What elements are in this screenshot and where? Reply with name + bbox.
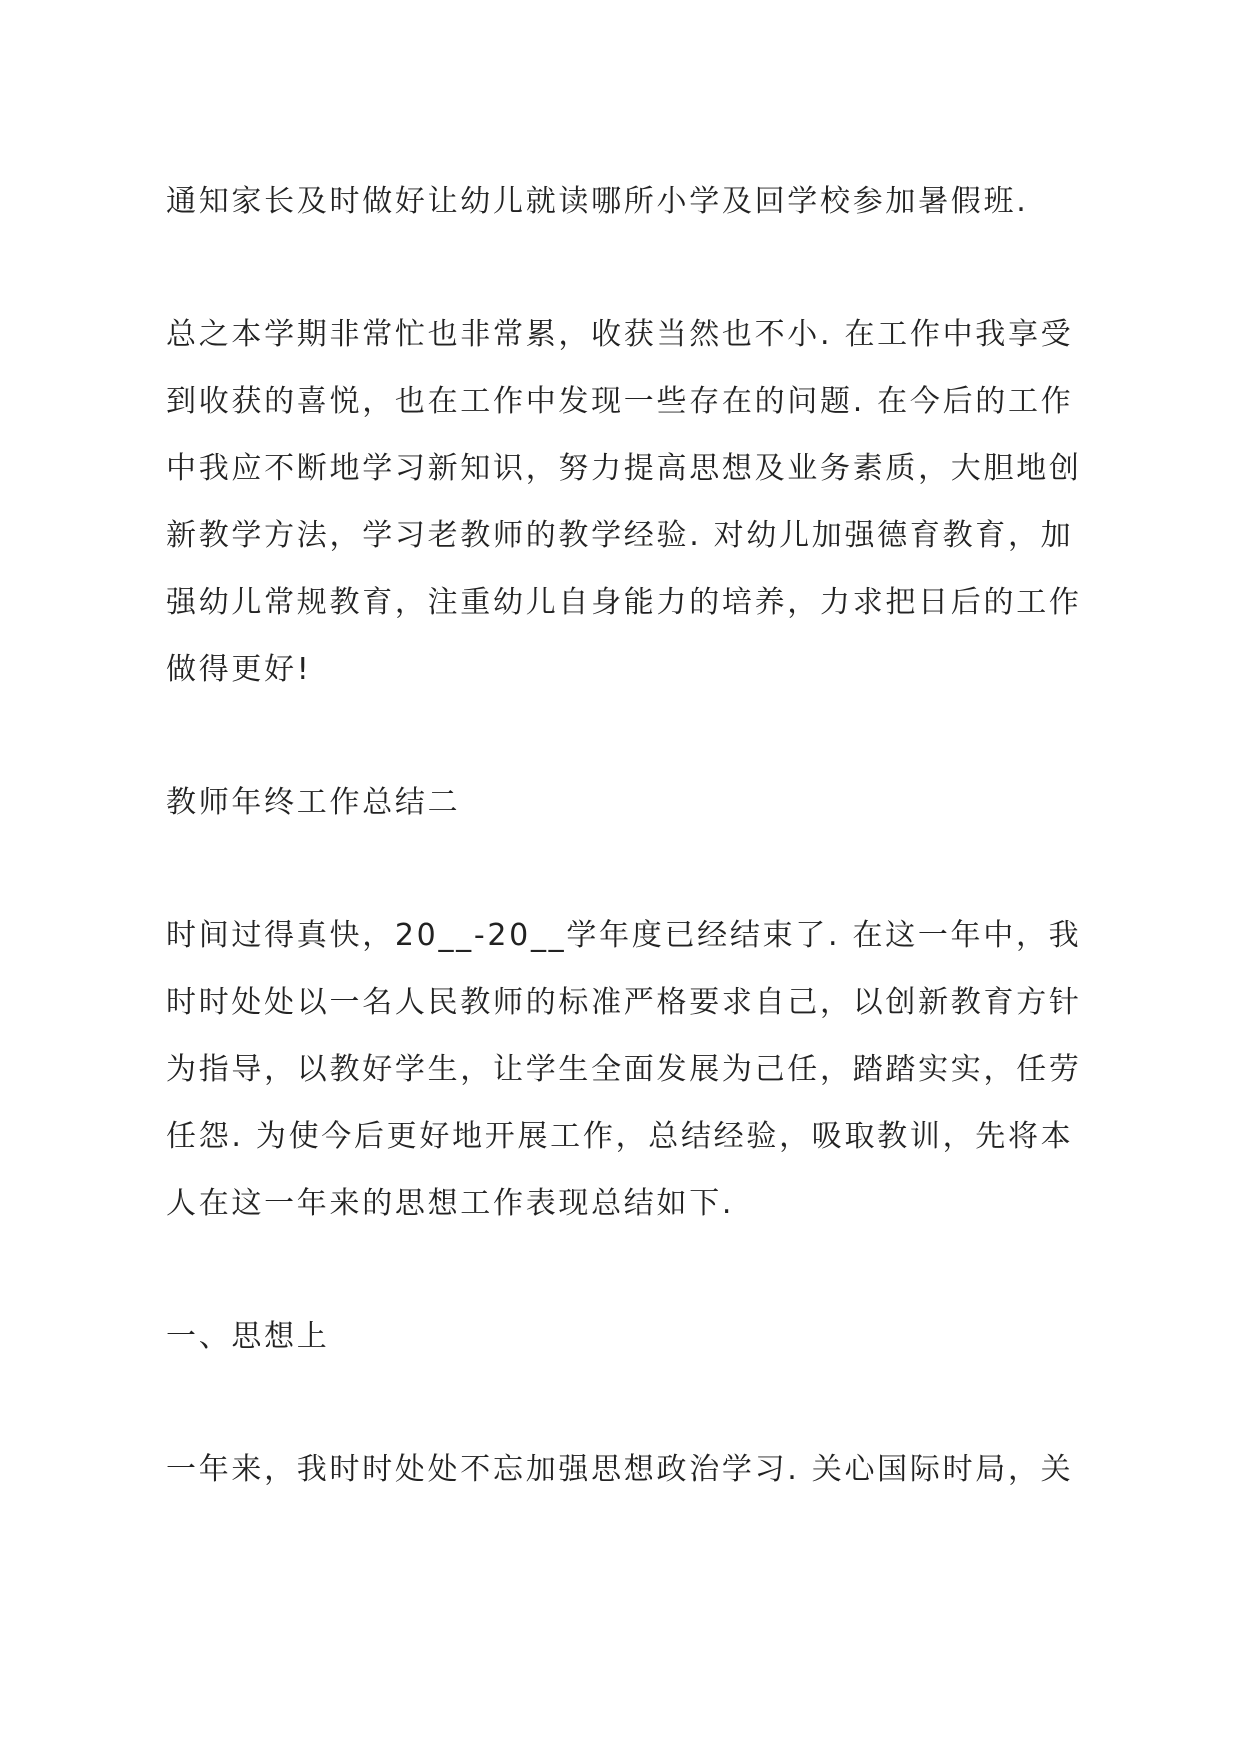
section-heading-summary-two bbox=[166, 769, 1096, 836]
text-line: 时间过得真快，20__-20__学年度已经结束了. 在这一年中，我 bbox=[166, 918, 1082, 953]
text-line: 新教学方法，学习老教师的教学经验. 对幼儿加强德育教育，加 bbox=[166, 518, 1074, 553]
heading-text: 一、思想上 bbox=[166, 1319, 330, 1354]
paragraph-gap bbox=[166, 1370, 1096, 1436]
paragraph-gap bbox=[166, 1237, 1096, 1303]
section-heading-ideology bbox=[166, 1303, 1096, 1370]
heading-text: 教师年终工作总结二 bbox=[166, 785, 461, 820]
paragraph-political-study bbox=[166, 1436, 1096, 1503]
text-line: 任怨. 为使今后更好地开展工作，总结经验，吸取教训，先将本 bbox=[166, 1119, 1074, 1154]
paragraph-semester-summary bbox=[166, 301, 1096, 703]
text-line: 为指导，以教好学生，让学生全面发展为己任，踏踏实实，任劳 bbox=[166, 1052, 1082, 1087]
paragraph-gap bbox=[166, 235, 1096, 301]
text-line: 通知家长及时做好让幼儿就读哪所小学及回学校参加暑假班. bbox=[166, 184, 1029, 219]
paragraph-gap bbox=[166, 703, 1096, 769]
text-line: 做得更好! bbox=[166, 652, 312, 687]
text-line: 强幼儿常规教育，注重幼儿自身能力的培养，力求把日后的工作 bbox=[166, 585, 1082, 620]
paragraph-gap bbox=[166, 836, 1096, 902]
text-line: 到收获的喜悦，也在工作中发现一些存在的问题. 在今后的工作 bbox=[166, 384, 1074, 419]
text-line: 中我应不断地学习新知识，努力提高思想及业务素质，大胆地创 bbox=[166, 451, 1082, 486]
paragraph-year-intro bbox=[166, 902, 1096, 1237]
paragraph-notify-parents bbox=[166, 168, 1096, 235]
text-line: 人在这一年来的思想工作表现总结如下. bbox=[166, 1186, 735, 1221]
text-line: 总之本学期非常忙也非常累，收获当然也不小. 在工作中我享受 bbox=[166, 317, 1074, 352]
text-line: 一年来，我时时处处不忘加强思想政治学习. 关心国际时局，关 bbox=[166, 1452, 1074, 1487]
text-line: 时时处处以一名人民教师的标准严格要求自己，以创新教育方针 bbox=[166, 985, 1082, 1020]
document-body bbox=[166, 168, 1096, 1503]
